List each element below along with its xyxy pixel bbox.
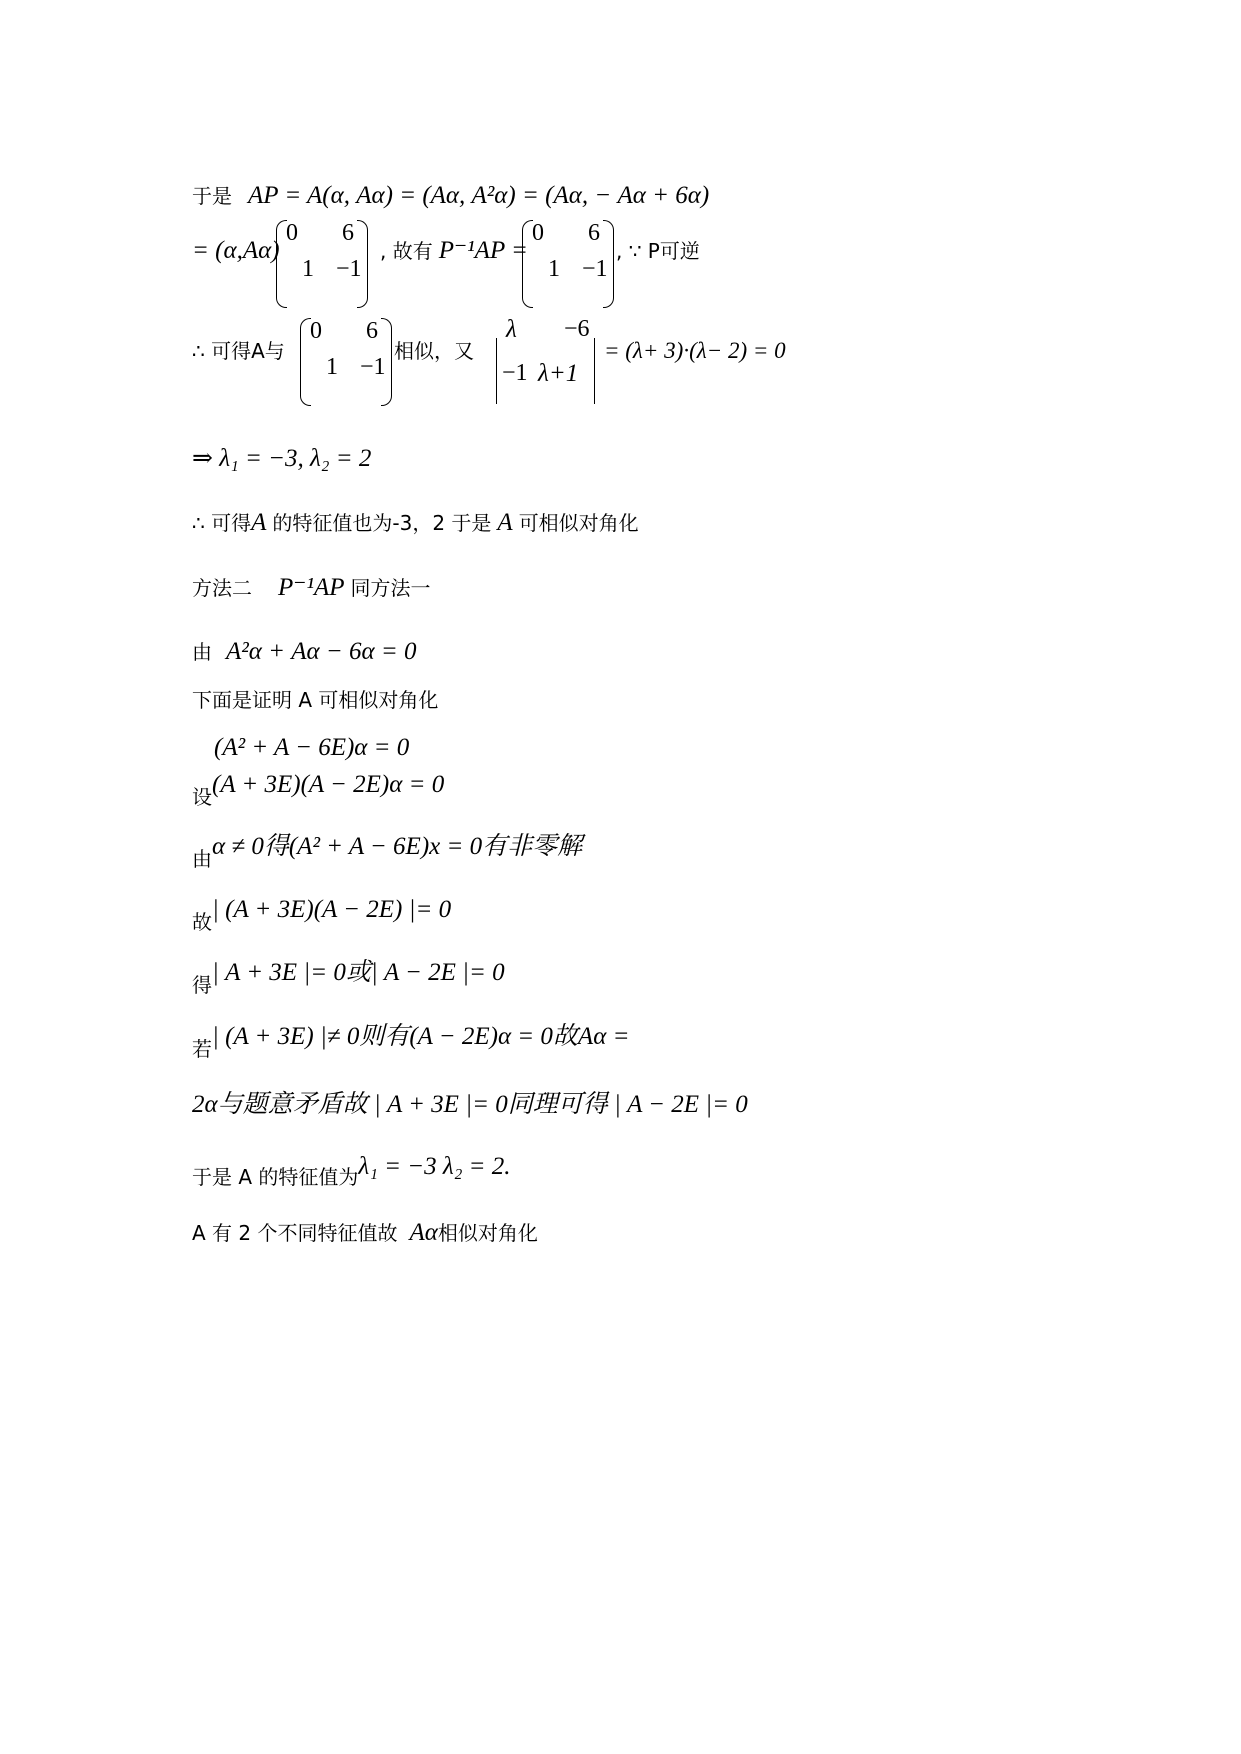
symbol-a: A bbox=[497, 509, 513, 536]
matrix-1 bbox=[276, 220, 368, 310]
text-xiangsi-you: 相似，又 bbox=[394, 339, 474, 363]
equation-nonzero: α ≠ 0得(A² + A − 6E)x = 0有非零解 bbox=[212, 833, 583, 860]
text-similar-diag: 相似对角化 bbox=[437, 1221, 538, 1245]
equation-if-nonzero: | (A + 3E) |≠ 0则有(A − 2E)α = 0故Aα = bbox=[212, 1023, 630, 1050]
line-17 bbox=[192, 1218, 538, 1248]
equation-eigen-final: λ₁ = −3 λ₂ = 2. bbox=[358, 1153, 511, 1180]
line-2-right bbox=[616, 236, 700, 266]
det-cell: −1 bbox=[502, 360, 528, 386]
equation-det-or: | A + 3E |= 0或| A − 2E |= 0 bbox=[212, 959, 505, 986]
line-7 bbox=[192, 637, 417, 667]
equation-det-zero: | (A + 3E)(A − 2E) |= 0 bbox=[212, 896, 452, 923]
matrix-3 bbox=[300, 318, 392, 408]
line-2-left bbox=[192, 236, 280, 266]
matrix-cell: 0 bbox=[532, 220, 544, 246]
matrix-cell: 1 bbox=[326, 354, 338, 380]
line-3-mid bbox=[394, 336, 474, 366]
matrix-cell: −1 bbox=[360, 354, 386, 380]
symbol-a: A bbox=[251, 509, 267, 536]
text-de: 得 bbox=[192, 973, 212, 997]
line-3-left bbox=[192, 336, 285, 366]
line-15 bbox=[192, 1090, 748, 1120]
text-diagonalizable: 可相似对角化 bbox=[518, 511, 639, 535]
line-6 bbox=[192, 573, 431, 603]
line-8 bbox=[192, 685, 438, 715]
text-p-invertible: , ∵ P可逆 bbox=[616, 239, 700, 263]
line-9 bbox=[214, 733, 409, 763]
matrix-cell: 6 bbox=[342, 220, 354, 246]
equation-alpha-pair: = (α,Aα) bbox=[192, 237, 280, 264]
equation-pinv-ap: P⁻¹AP = bbox=[438, 237, 528, 264]
equation-factor: (A² + A − 6E)α = 0 bbox=[214, 734, 410, 761]
equation-a2-alpha: A²α + Aα − 6α = 0 bbox=[226, 638, 417, 665]
text-yushi: 于是 bbox=[192, 184, 232, 208]
line-1 bbox=[192, 181, 709, 211]
det-cell: −6 bbox=[564, 316, 590, 342]
text-eigen-also: 的特征值也为-3，2 于是 bbox=[272, 511, 492, 535]
line-11 bbox=[192, 832, 583, 871]
equation-char-poly: = (λ+ 3)·(λ− 2) = 0 bbox=[604, 338, 786, 363]
text-ruo: 若 bbox=[192, 1037, 212, 1061]
text-you: 由 bbox=[192, 847, 212, 871]
line-13 bbox=[192, 958, 505, 997]
line-10 bbox=[192, 770, 445, 809]
det-cell: λ+1 bbox=[538, 360, 579, 387]
matrix-cell: 0 bbox=[286, 220, 298, 246]
line-2-mid bbox=[380, 236, 528, 266]
text-you: 由 bbox=[192, 640, 212, 664]
symbol-a-alpha: Aα bbox=[409, 1219, 438, 1246]
text-kede-a-yu: ∴ 可得A与 bbox=[192, 339, 285, 363]
equation-ap: AP = A(α, Aα) = (Aα, A²α) = (Aα, − Aα + 6α) bbox=[248, 182, 710, 209]
matrix-cell: 1 bbox=[302, 256, 314, 282]
line-4 bbox=[192, 444, 371, 474]
text-proof-intro: 下面是证明 A 可相似对角化 bbox=[192, 688, 439, 712]
text-guyou: , 故有 bbox=[380, 239, 433, 263]
line-5 bbox=[192, 508, 639, 538]
matrix-cell: −1 bbox=[582, 256, 608, 282]
matrix-2 bbox=[522, 220, 614, 310]
det-cell: λ bbox=[506, 316, 517, 343]
text-same-method: 同方法一 bbox=[350, 576, 431, 600]
matrix-cell: 6 bbox=[588, 220, 600, 246]
matrix-cell: −1 bbox=[336, 256, 362, 282]
equation-contradiction: 2α与题意矛盾故 | A + 3E |= 0同理可得 | A − 2E |= 0 bbox=[192, 1091, 748, 1118]
equation-eigenvalues: ⇒ λ₁ = −3, λ₂ = 2 bbox=[192, 445, 372, 472]
text-gu: 故 bbox=[192, 910, 212, 934]
line-16 bbox=[192, 1152, 511, 1189]
determinant bbox=[496, 316, 598, 406]
text-eigenvalues-are: 于是 A 的特征值为 bbox=[192, 1165, 359, 1189]
matrix-cell: 1 bbox=[548, 256, 560, 282]
text-method-two: 方法二 bbox=[192, 576, 252, 600]
equation-factored: (A + 3E)(A − 2E)α = 0 bbox=[212, 771, 445, 798]
line-12 bbox=[192, 895, 452, 934]
line-14 bbox=[192, 1022, 630, 1061]
matrix-cell: 6 bbox=[366, 318, 378, 344]
matrix-cell: 0 bbox=[310, 318, 322, 344]
text-two-distinct: A 有 2 个不同特征值故 bbox=[192, 1221, 398, 1245]
equation-pinv-ap-2: P⁻¹AP bbox=[278, 574, 345, 601]
text-she: 设 bbox=[192, 785, 212, 809]
text-kede: ∴ 可得 bbox=[192, 511, 252, 535]
line-3-right bbox=[604, 336, 786, 366]
